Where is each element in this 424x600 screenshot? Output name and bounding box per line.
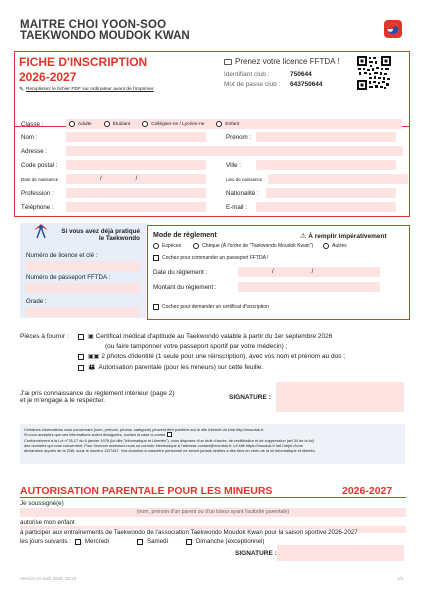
nom-input[interactable] [66, 132, 206, 142]
medical-icon: ▣ [88, 334, 94, 340]
nationalite-input[interactable] [266, 188, 396, 198]
classe-option-label: Adulte [78, 121, 92, 127]
privacy-line4: des données qui vous concernent. Pour l'exercer adressez-nous un courrier électronique à l'adresse contact@moudok.fr. Le site https://moudok.fr fait l'objet d'une [24, 442, 303, 448]
parental-divider [20, 497, 406, 498]
privacy-line5: déclaration auprès de la CNIL sous le numéro 1117447. Vos données à caractère personnel ne seront jamais cédées à des tiers en vertu de la loi Informatique et libertés. [24, 448, 316, 454]
qr-code-icon[interactable] [356, 55, 392, 91]
document-medical-checkbox[interactable] [78, 334, 84, 340]
parental-signature-field[interactable] [277, 545, 404, 561]
document-photos-label: 2 photos d'identité (1 seule pour une réinscription), avec vos nom et prénom au dos ; [101, 353, 346, 360]
classe-radio-etudiant[interactable] [104, 121, 110, 127]
passport-number-label: Numéro de passeport FFTDA : [26, 274, 111, 281]
date-naissance-input[interactable] [66, 174, 206, 184]
privacy-box [20, 424, 405, 464]
passport-number-input[interactable] [26, 283, 140, 293]
footer-page: 1/2 [397, 576, 404, 581]
payment-date-label: Date du règlement : [153, 268, 208, 276]
ack-line1: J'ai pris connaissance du règlement intérieur (page 2) [20, 390, 175, 397]
day-mercredi-checkbox[interactable] [75, 539, 81, 545]
ville-input[interactable] [256, 160, 396, 170]
fiche-title: FICHE D'INSCRIPTION [19, 55, 148, 69]
nationalite-label: Nationalité : [226, 189, 259, 197]
date-slash: / [100, 176, 102, 182]
payment-amount-label: Montant du règlement : [153, 283, 217, 291]
email-label: E-mail : [226, 203, 247, 211]
order-passport-checkbox[interactable] [153, 255, 159, 261]
classe-option-label: Enfant [225, 121, 240, 127]
document-photos-checkbox[interactable] [78, 354, 84, 360]
id-card-icon [224, 59, 232, 65]
day-label: Dimanche (exceptionnel) [195, 538, 265, 545]
day-label: Mercredi [84, 538, 109, 545]
parental-title: AUTORISATION PARENTALE POUR LES MINEURS [20, 485, 273, 497]
edit-icon: ✎ [19, 87, 25, 93]
club-pwd-value: 643750644 [290, 81, 323, 88]
grade-label: Grade : [26, 298, 47, 305]
adresse-label: Adresse : [21, 147, 48, 155]
classe-radio-adulte[interactable] [69, 121, 75, 127]
licence-number-input[interactable] [26, 261, 140, 271]
licence-title: Prenez votre licence FFTDA ! [235, 57, 340, 66]
payment-radio-autres[interactable] [323, 243, 329, 249]
undersigned-label: Je soussigné(e) [20, 500, 64, 507]
parental-signature-label: SIGNATURE : [235, 550, 277, 557]
club-pwd-label: Mot de passe club : [224, 81, 281, 88]
classe-option-label: Collégien-ne / Lycéen-ne [151, 121, 205, 127]
document-medical-label: Certificat médical d'aptitude au Taekwondo valable à partir du 1er septembre 2026 [95, 333, 333, 340]
classe-field [66, 119, 402, 129]
code-postal-input[interactable] [66, 160, 206, 170]
payment-title: Mode de règlement [153, 232, 217, 239]
grade-input[interactable] [26, 307, 140, 317]
club-id-value: 750644 [290, 71, 312, 78]
licence-number-label: Numéro de licence et clé : [26, 252, 98, 259]
privacy-line2: Si vous acceptez que ces informations soient divulguées, cochez la case ci-contre [24, 432, 166, 438]
payment-warning: À remplir impérativement [308, 232, 387, 240]
privacy-consent-checkbox[interactable] [167, 432, 172, 437]
brand-logo [20, 19, 190, 42]
date-slash: / [311, 269, 314, 275]
privacy-line3: Conformément à la Loi n°78-17 du 6 janvier 1978 (loi dite "Informatique et Libertés"), vous disposez d'un droit d'accès, de rectification et de suppression (art 34 de la loi) [24, 437, 314, 443]
certificate-label: Cochez pour demander un certificat d'inscription [162, 304, 269, 310]
photos-icon: ▣▣ [88, 354, 100, 360]
club-id-label: Identifiant club : [224, 71, 270, 78]
brand-line1: MAITRE CHOI YOON-SOO [20, 19, 167, 31]
payment-radio-especes[interactable] [153, 243, 159, 249]
documents-label: Pièces à fournir : [20, 333, 69, 340]
document-parental-checkbox[interactable] [78, 365, 84, 371]
already-title-a: Si vous avez déjà pratiqué [61, 228, 140, 235]
classe-option-label: Étudiant [112, 121, 131, 127]
brand-moudok: MOUDOK KWAN [99, 30, 190, 42]
classe-label: Classe : [21, 120, 44, 128]
payment-option-label: Chèque (À l'ordre de "Taekwondo Moudok Kwan") [202, 243, 314, 249]
date-slash: / [135, 176, 138, 182]
warning-icon: ⚠ [300, 233, 307, 240]
payment-radio-cheque[interactable] [193, 243, 199, 249]
telephone-label: Téléphone : [21, 203, 54, 211]
footer-version: Version 21 août 2026, 20:23 [20, 576, 77, 581]
telephone-input[interactable] [66, 202, 206, 212]
payment-option-label: Autres [332, 243, 347, 249]
document-parental-label: Autorisation parentale (pour les mineurs) sur cette feuille. [98, 364, 264, 371]
prenom-input[interactable] [256, 132, 396, 142]
lieu-naissance-input[interactable] [268, 174, 408, 184]
fiche-year: 2026-2027 [19, 70, 77, 84]
payment-amount-input[interactable] [238, 282, 380, 292]
nom-label: Nom : [21, 133, 38, 141]
document-medical-sub: (ou faire tamponner votre passeport sportif par votre médecin) ; [105, 343, 288, 350]
classe-radio-college[interactable] [142, 121, 148, 127]
date-slash: / [272, 269, 274, 275]
payment-option-label: Espèces [162, 243, 182, 249]
taegeuk-logo-icon [384, 20, 402, 38]
prenom-label: Prénom : [226, 133, 252, 141]
authorize-label: autorise mon enfant [20, 519, 75, 526]
ack-line2: et je m'engage à le respecter. [20, 397, 106, 404]
days-label: les jours suivants : [20, 538, 71, 545]
day-samedi-checkbox[interactable] [137, 539, 143, 545]
email-input[interactable] [256, 202, 396, 212]
certificate-checkbox[interactable] [153, 304, 159, 310]
profession-label: Profession : [21, 189, 54, 197]
ville-label: Ville : [226, 161, 242, 169]
already-title-b: le Taekwondo [98, 235, 140, 242]
undersigned-hint: (nom, prénom d'un parent ou d'un tuteur ayant l'autorité parentale) [136, 509, 290, 515]
ack-signature-field[interactable] [276, 382, 404, 412]
ack-signature-label: SIGNATURE : [229, 394, 271, 401]
family-icon: 👪 [88, 365, 96, 371]
ribbon-icon [30, 218, 52, 240]
lieu-naissance-label: Lieu de naissance : [226, 176, 265, 182]
participate-text: à participer aux entraînements de Taekwondo de l'association Taekwondo Moudok Kwan pour la saison sportive 2026-2027 [20, 529, 358, 536]
privacy-line1: Certaines informations vous concernant (nom, prénom, photos, catégorie) peuvent être publiées sur le site Internet du club http://moudok.fr. [24, 427, 265, 432]
order-passport-label: Cochez pour commander un passeport FFTDA ! [162, 255, 269, 261]
day-label: Samedi [146, 538, 168, 545]
payment-date-input[interactable] [238, 267, 380, 277]
profession-input[interactable] [66, 188, 206, 198]
parental-year: 2026-2027 [342, 485, 393, 497]
undersigned-input[interactable] [20, 508, 406, 517]
fiche-note[interactable]: Remplissez le fichier PDF sur ordinateur avant de l'imprimer [26, 87, 154, 92]
adresse-input[interactable] [66, 146, 403, 156]
date-naissance-label: Date de naissance : [21, 176, 61, 182]
brand-taekwondo: TAEKWONDO [20, 30, 96, 42]
code-postal-label: Code postal : [21, 161, 58, 169]
classe-radio-enfant[interactable] [216, 121, 222, 127]
day-dimanche-checkbox[interactable] [186, 539, 192, 545]
